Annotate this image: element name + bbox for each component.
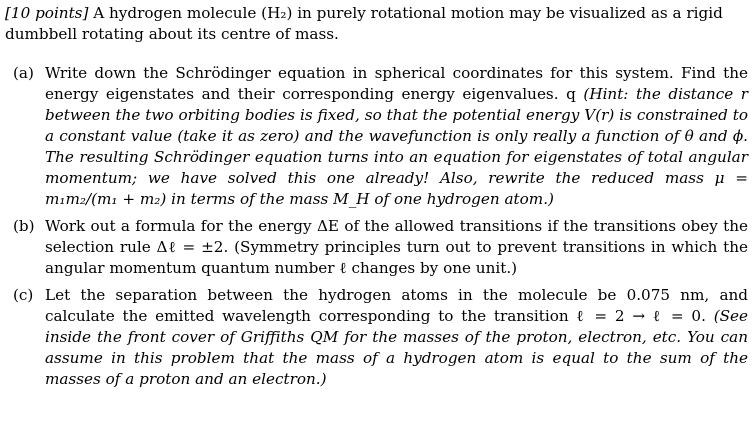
part-text: Write down the Schrödinger equation in spherical coordinates for this system. Find the energy eigenstates and their corresponding energy eigenvalues. q (45, 64, 748, 103)
part-label: (b) (13, 217, 35, 235)
part-hint: (Hint: the distance r between the two orbiting bodies is fixed, so that the potential energy V(r) is constrained to a constant value (take it as zero) and the wavefunction is only really a function of θ and ϕ. The resulting Schrödinger equation turns into an equation for eigenstates of total angular momentum; we have solved this one already! Also, rewrite the reduced mass μ = m₁m₂/(m₁ + m₂) in terms of the mass M_H of one hydrogen atom.) (45, 85, 749, 208)
part-a (5, 63, 748, 210)
part-label: (a) (13, 64, 34, 82)
part-text: Let the separation between the hydrogen atoms in the molecule be 0.075 nm, and calculate the emitted wavelength corresponding to the transition ℓ = 2 → ℓ = 0. (45, 286, 748, 325)
part-body (45, 285, 748, 390)
part-label: (c) (13, 286, 34, 304)
intro-text: A hydrogen molecule (H₂) in purely rotational motion may be visualized as a rigid dumbbell rotating about its centre of mass. (5, 4, 723, 43)
parts-list (5, 63, 748, 390)
part-text: Work out a formula for the energy ΔE of the allowed transitions if the transitions obey the selection rule Δℓ = ±2. (Symmetry principles turn out to prevent transitions in which the angular momentum quantum number ℓ changes by one unit.) (45, 217, 748, 277)
part-hint: (See inside the front cover of Griffiths QM for the masses of the proton, electron, etc. You can assume in this problem that the mass of a hydrogen atom is equal to the sum of the masses of a proton and an electron.) (45, 307, 748, 388)
part-b (5, 216, 748, 279)
part-c (5, 285, 748, 390)
part-body (45, 63, 748, 210)
points-label: [10 points] (5, 4, 89, 22)
problem-intro (5, 3, 748, 45)
part-body (45, 216, 748, 279)
